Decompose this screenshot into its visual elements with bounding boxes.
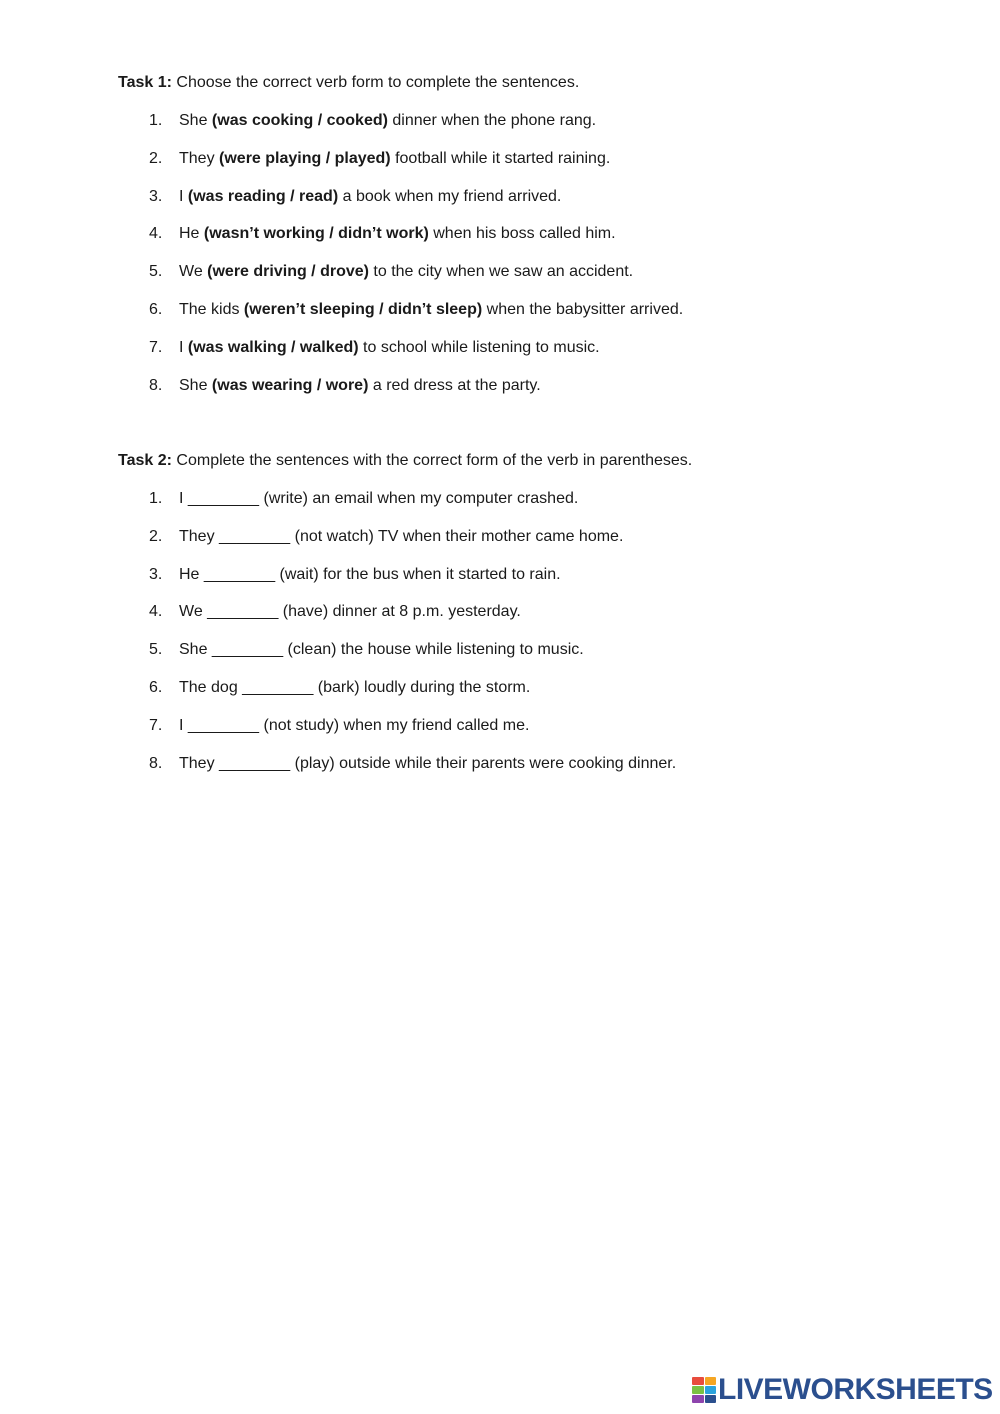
task-1-instruction: Choose the correct verb form to complete the sentences. bbox=[176, 74, 580, 91]
item-number: 6. bbox=[149, 678, 163, 696]
sentence-end: dinner when the phone rang. bbox=[387, 112, 597, 129]
item-number: 4. bbox=[149, 225, 163, 243]
sentence-text: We ________ (have) dinner at 8 p.m. yesterday. bbox=[179, 603, 521, 621]
verb-options: (was wearing / wore) bbox=[211, 376, 369, 394]
sentence-start: The kids bbox=[179, 300, 244, 318]
item-number: 1. bbox=[149, 112, 163, 129]
sentence-end: to school while listening to music. bbox=[358, 338, 600, 356]
sentence-text: They ________ (not watch) TV when their mother came home. bbox=[179, 527, 624, 545]
task-1-list bbox=[118, 110, 938, 397]
sentence-start: She bbox=[179, 376, 212, 394]
item-number: 3. bbox=[149, 187, 163, 205]
sentence-end: when the babysitter arrived. bbox=[482, 300, 684, 318]
logo-square bbox=[692, 1395, 704, 1403]
task-2-item bbox=[118, 601, 938, 623]
task-2-item bbox=[118, 564, 938, 586]
task-1-heading bbox=[118, 72, 938, 94]
task-1-item bbox=[118, 375, 938, 397]
item-number: 7. bbox=[149, 338, 163, 356]
task-1-item bbox=[118, 186, 938, 208]
sentence-text: She ________ (clean) the house while listening to music. bbox=[179, 641, 584, 659]
item-number: 3. bbox=[149, 565, 163, 583]
item-number: 5. bbox=[149, 263, 163, 281]
task-1-item bbox=[118, 148, 938, 170]
task-1-item bbox=[118, 299, 938, 321]
task-2-item bbox=[118, 677, 938, 699]
sentence-end: to the city when we saw an accident. bbox=[368, 263, 634, 281]
sentence-text: I ________ (not study) when my friend called me. bbox=[179, 716, 530, 734]
sentence-end: when his boss called him. bbox=[428, 225, 616, 243]
task-2-item bbox=[118, 753, 938, 775]
item-number: 7. bbox=[149, 716, 163, 734]
logo-square bbox=[705, 1395, 717, 1403]
item-number: 2. bbox=[149, 527, 163, 545]
sentence-end: a red dress at the party. bbox=[368, 376, 541, 394]
item-number: 8. bbox=[149, 754, 163, 772]
item-number: 6. bbox=[149, 300, 163, 318]
verb-options: (were driving / drove) bbox=[207, 263, 369, 281]
sentence-start: I bbox=[179, 187, 188, 205]
task-2-item bbox=[118, 715, 938, 737]
sentence-start: I bbox=[179, 338, 188, 356]
item-number: 2. bbox=[149, 149, 163, 167]
task-1-item bbox=[118, 261, 938, 283]
task-1-item bbox=[118, 223, 938, 245]
sentence-start: He bbox=[179, 225, 204, 243]
sentence-start: They bbox=[179, 149, 220, 167]
logo-square bbox=[692, 1386, 704, 1394]
task-2-item bbox=[118, 488, 938, 510]
logo-square bbox=[705, 1386, 717, 1394]
logo-square bbox=[692, 1377, 704, 1385]
item-number: 4. bbox=[149, 603, 163, 621]
liveworksheets-logo-icon bbox=[692, 1377, 716, 1403]
item-number: 8. bbox=[149, 376, 163, 394]
sentence-text: They ________ (play) outside while their parents were cooking dinner. bbox=[179, 754, 677, 772]
verb-options: (weren’t sleeping / didn’t sleep) bbox=[243, 300, 483, 318]
task-2-item bbox=[118, 639, 938, 661]
liveworksheets-logo bbox=[692, 1374, 993, 1406]
task-2-section bbox=[118, 450, 938, 790]
item-number: 5. bbox=[149, 641, 163, 659]
sentence-text: The dog ________ (bark) loudly during the storm. bbox=[179, 678, 531, 696]
task-2-list bbox=[118, 488, 938, 775]
task-2-heading bbox=[118, 450, 938, 472]
task-1-item bbox=[118, 337, 938, 359]
verb-options: (was walking / walked) bbox=[187, 338, 359, 356]
sentence-text: I ________ (write) an email when my computer crashed. bbox=[179, 490, 579, 507]
verb-options: (was reading / read) bbox=[187, 187, 339, 205]
task-1-label: Task 1: bbox=[118, 74, 172, 91]
task-1-item bbox=[118, 110, 938, 132]
sentence-start: We bbox=[179, 263, 208, 281]
sentence-end: a book when my friend arrived. bbox=[338, 187, 562, 205]
verb-options: (wasn’t working / didn’t work) bbox=[203, 225, 429, 243]
sentence-end: football while it started raining. bbox=[390, 149, 611, 167]
verb-options: (was cooking / cooked) bbox=[211, 112, 388, 129]
item-number: 1. bbox=[149, 490, 163, 507]
sentence-start: She bbox=[179, 112, 212, 129]
verb-options: (were playing / played) bbox=[219, 149, 391, 167]
task-1-section bbox=[118, 72, 938, 412]
task-2-instruction: Complete the sentences with the correct form of the verb in parentheses. bbox=[176, 452, 693, 469]
task-2-label: Task 2: bbox=[118, 452, 172, 469]
logo-text: LIVEWORKSHEETS bbox=[718, 1373, 993, 1406]
task-2-item bbox=[118, 526, 938, 548]
sentence-text: He ________ (wait) for the bus when it started to rain. bbox=[179, 565, 561, 583]
logo-square bbox=[705, 1377, 717, 1385]
